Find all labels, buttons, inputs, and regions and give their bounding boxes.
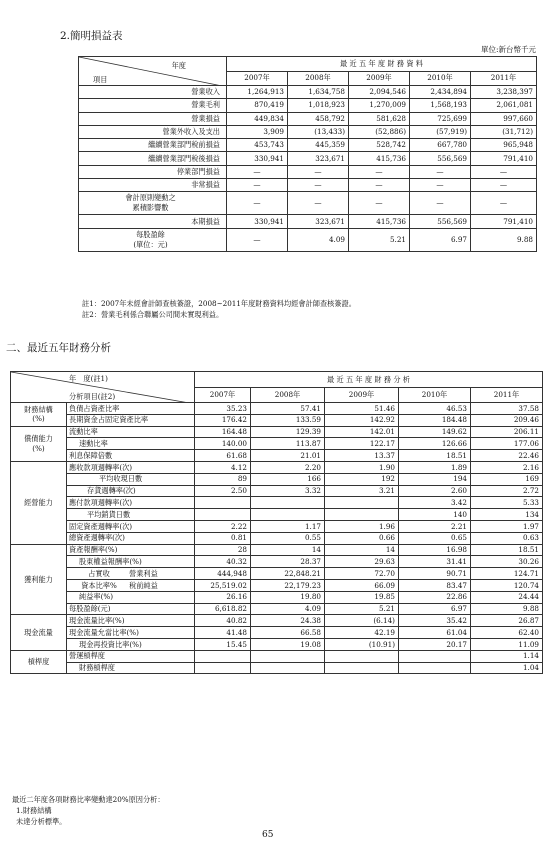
row-label-a: 占實收 [88, 568, 110, 578]
table-cell: 30.26 [471, 556, 543, 568]
financial-analysis-table [10, 371, 543, 674]
table-cell: 176.42 [195, 414, 251, 426]
table-row [79, 215, 537, 228]
category-label [11, 650, 67, 674]
table-cell [251, 509, 325, 521]
table-cell: 415,736 [349, 152, 410, 165]
row-label: 繼續營業部門稅後損益 [79, 152, 227, 165]
row-label [67, 579, 195, 591]
table-cell [251, 650, 325, 662]
row-label: 營運槓桿度 [67, 650, 195, 662]
table-cell: 140.00 [195, 438, 251, 450]
table-cell: 2.60 [399, 485, 471, 497]
row-label: 長期資金占固定資產比率 [67, 414, 195, 426]
table-cell: 83.47 [399, 579, 471, 591]
table-cell: — [410, 192, 471, 215]
table-cell: 26.16 [195, 591, 251, 603]
table-cell: 40.82 [195, 615, 251, 627]
row-label-line1: 每股盈餘 [136, 229, 165, 239]
category-label [11, 615, 67, 650]
table-cell: 6.97 [410, 228, 471, 251]
table-cell: 25,519.02 [195, 579, 251, 591]
table-cell: 29.63 [325, 556, 399, 568]
row-label [79, 228, 227, 251]
table-cell: 4.09 [288, 228, 349, 251]
table-cell: 4.12 [195, 461, 251, 473]
t2-year-header: 年 度(註1) [69, 374, 108, 383]
table-cell: 0.63 [471, 532, 543, 544]
table-cell: 37.58 [471, 403, 543, 415]
t1-year-header: 年度 [171, 61, 186, 70]
table-cell: 124.71 [471, 568, 543, 580]
table-cell: 19.85 [325, 591, 399, 603]
table-cell: 122.17 [325, 438, 399, 450]
year-header: 2011年 [471, 387, 543, 403]
table-cell: 0.81 [195, 532, 251, 544]
table-cell: 453,743 [227, 139, 288, 152]
year-header: 2008年 [251, 387, 325, 403]
row-label-line2: 累積影響數 [132, 203, 169, 213]
row-label: 停業部門損益 [79, 165, 227, 178]
category-label [11, 426, 67, 461]
category-unit: (%) [32, 414, 45, 424]
year-header: 2011年 [471, 71, 537, 86]
table-cell: 19.08 [251, 638, 325, 650]
row-label: 平均收現日數 [67, 473, 195, 485]
income-statement-table [78, 56, 537, 252]
table-row [11, 603, 543, 615]
table-cell: 113.87 [251, 438, 325, 450]
row-label-b: 營業利益 [129, 568, 158, 578]
year-header: 2008年 [288, 71, 349, 86]
table-cell: 166 [251, 473, 325, 485]
table-row [11, 532, 543, 544]
table-cell: — [288, 179, 349, 192]
table-row [79, 125, 537, 138]
table-cell: 2.72 [471, 485, 543, 497]
table-row [79, 86, 537, 99]
table-cell: 142.01 [325, 426, 399, 438]
table-cell: 330,941 [227, 152, 288, 165]
year-header: 2007年 [195, 387, 251, 403]
table-cell [251, 662, 325, 674]
table-row [79, 152, 537, 165]
table-row [11, 650, 543, 662]
table-cell: — [471, 192, 537, 215]
table-cell: 15.45 [195, 638, 251, 650]
section1-title: 2.簡明損益表 [60, 30, 123, 42]
table-cell: 3,909 [227, 125, 288, 138]
table-cell: 2.16 [471, 461, 543, 473]
table-cell: 449,834 [227, 112, 288, 125]
row-label: 營業損益 [79, 112, 227, 125]
table-cell: 5.21 [325, 603, 399, 615]
row-label: 營業外收入及支出 [79, 125, 227, 138]
category-name: 獲利能力 [24, 574, 53, 584]
row-label: 繼續營業部門稅前損益 [79, 139, 227, 152]
table-cell [325, 509, 399, 521]
footer-line-2: 1.財務結構 [16, 806, 52, 815]
table-cell: 19.80 [251, 591, 325, 603]
table-cell: 40.32 [195, 556, 251, 568]
table-cell: 2,434,894 [410, 86, 471, 99]
table-cell [399, 662, 471, 674]
table-row [11, 461, 543, 473]
table-cell: 133.59 [251, 414, 325, 426]
table-cell: 3,238,397 [471, 86, 537, 99]
table-cell: — [471, 165, 537, 178]
table-cell: 1.04 [471, 662, 543, 674]
table-cell: 66.09 [325, 579, 399, 591]
row-label: 平均銷貨日數 [67, 509, 195, 521]
table-cell: 35.42 [399, 615, 471, 627]
table-cell: 57.41 [251, 403, 325, 415]
table-cell: (52,886) [349, 125, 410, 138]
table-cell: 2.50 [195, 485, 251, 497]
table-cell: — [349, 165, 410, 178]
table-cell: 1,264,913 [227, 86, 288, 99]
table-cell: 1,018,923 [288, 99, 349, 112]
table-cell: 14 [251, 544, 325, 556]
table-cell: 62.40 [471, 627, 543, 639]
table-cell: 0.65 [399, 532, 471, 544]
table-cell: 11.09 [471, 638, 543, 650]
table-cell: 1.90 [325, 461, 399, 473]
table-cell: 61.68 [195, 450, 251, 462]
table-cell [325, 497, 399, 509]
table-cell: 13.37 [325, 450, 399, 462]
table-cell: 0.55 [251, 532, 325, 544]
row-label-a: 資本比率% [81, 580, 117, 590]
table-cell: 177.06 [471, 438, 543, 450]
table-cell: 1,634,758 [288, 86, 349, 99]
table-cell: 1.97 [471, 520, 543, 532]
table-cell [195, 497, 251, 509]
row-label: 流動比率 [67, 426, 195, 438]
table-cell: — [227, 165, 288, 178]
table-cell [399, 650, 471, 662]
table-cell: 6,618.82 [195, 603, 251, 615]
row-label: 現金再投資比率(%) [67, 638, 195, 650]
table-cell: 206.11 [471, 426, 543, 438]
table-cell: 194 [399, 473, 471, 485]
table-row [11, 662, 543, 674]
table-cell: 149.62 [399, 426, 471, 438]
category-name: 償債能力 [24, 434, 53, 444]
table-cell: 22.86 [399, 591, 471, 603]
page-number: 65 [262, 830, 274, 840]
category-name: 現金流量 [24, 627, 53, 637]
table-row [11, 615, 543, 627]
table-cell: 965,948 [471, 139, 537, 152]
table-cell: 458,792 [288, 112, 349, 125]
table-cell: (6.14) [325, 615, 399, 627]
table-row [11, 426, 543, 438]
table-cell: 2.21 [399, 520, 471, 532]
row-label: 純益率(%) [67, 591, 195, 603]
table-cell: 1.96 [325, 520, 399, 532]
category-label [11, 403, 67, 427]
footer-line-1: 最近二年度各項財務比率變動達20%原因分析： [12, 795, 165, 804]
row-label: 營業毛利 [79, 99, 227, 112]
table-cell: 323,671 [288, 152, 349, 165]
table-cell: 0.66 [325, 532, 399, 544]
table-cell: 997,660 [471, 112, 537, 125]
table-row [11, 485, 543, 497]
table-row [11, 403, 543, 415]
table-cell: (57,919) [410, 125, 471, 138]
t2-item-header: 分析項目(註2) [69, 392, 116, 401]
table-cell: — [410, 179, 471, 192]
table-cell: 21.01 [251, 450, 325, 462]
table-cell: 725,699 [410, 112, 471, 125]
year-header: 2010年 [399, 387, 471, 403]
table-cell: 870,419 [227, 99, 288, 112]
table-cell: 5.21 [349, 228, 410, 251]
table-cell: 3.32 [251, 485, 325, 497]
table-cell: 22.46 [471, 450, 543, 462]
table-cell: — [227, 192, 288, 215]
year-header: 2007年 [227, 71, 288, 86]
table-cell: 323,671 [288, 215, 349, 228]
table-cell: 4.09 [251, 603, 325, 615]
table-row [79, 228, 537, 251]
table-cell: 1.89 [399, 461, 471, 473]
table-cell: (31,712) [471, 125, 537, 138]
table-cell: 22,179.23 [251, 579, 325, 591]
table-cell: — [288, 165, 349, 178]
row-label: 股東權益報酬率(%) [67, 556, 195, 568]
table-cell: — [349, 179, 410, 192]
table-row [79, 165, 537, 178]
table-cell: 444,948 [195, 568, 251, 580]
table-cell: 89 [195, 473, 251, 485]
t2-group-header: 最 近 五 年 度 財 務 分 析 [195, 372, 543, 388]
category-name: 經營能力 [24, 498, 53, 508]
table-cell [251, 497, 325, 509]
table-cell: 120.74 [471, 579, 543, 591]
unit-label: 單位:新台幣千元 [480, 45, 536, 54]
table-cell: — [471, 179, 537, 192]
t1-group-header: 最 近 五 年 度 財 務 資 料 [227, 57, 537, 72]
table-cell: — [288, 192, 349, 215]
table-row [11, 556, 543, 568]
table-cell: (10.91) [325, 638, 399, 650]
table-cell: 1,270,009 [349, 99, 410, 112]
table-cell: 42.19 [325, 627, 399, 639]
table-cell: 46.53 [399, 403, 471, 415]
row-label: 財務槓桿度 [67, 662, 195, 674]
table-row [11, 544, 543, 556]
row-label: 固定資產週轉率(次) [67, 520, 195, 532]
category-unit: (%) [32, 443, 45, 453]
table-cell: 72.70 [325, 568, 399, 580]
year-header: 2009年 [349, 71, 410, 86]
table-cell: 24.38 [251, 615, 325, 627]
table-cell: 330,941 [227, 215, 288, 228]
table-cell: 2,094,546 [349, 86, 410, 99]
row-label: 速動比率 [67, 438, 195, 450]
table-cell: 1.17 [251, 520, 325, 532]
table-cell: 140 [399, 509, 471, 521]
table-row [79, 99, 537, 112]
row-label-b: 稅前純益 [129, 580, 158, 590]
table-cell: 31.41 [399, 556, 471, 568]
table-cell: 6.97 [399, 603, 471, 615]
table-row [11, 627, 543, 639]
table-cell: 556,569 [410, 152, 471, 165]
table-cell: 66.58 [251, 627, 325, 639]
row-label-line1: 會計原則變動之 [125, 193, 176, 203]
row-label: 利息保障倍數 [67, 450, 195, 462]
table-row [11, 520, 543, 532]
table-row [11, 568, 543, 580]
table-row [11, 450, 543, 462]
row-label: 應收款項週轉率(次) [67, 461, 195, 473]
row-label: 存貨週轉率(次) [67, 485, 195, 497]
row-label: 現金流量允當比率(%) [67, 627, 195, 639]
row-label: 本期損益 [79, 215, 227, 228]
table-cell: 3.42 [399, 497, 471, 509]
table-row [79, 139, 537, 152]
table-cell: 791,410 [471, 152, 537, 165]
table-cell: 5.33 [471, 497, 543, 509]
table-cell: 61.04 [399, 627, 471, 639]
table-cell [325, 662, 399, 674]
table-cell: — [227, 179, 288, 192]
table-cell: 2.22 [195, 520, 251, 532]
table-cell: 9.88 [471, 603, 543, 615]
category-label [11, 461, 67, 544]
table-cell: 28 [195, 544, 251, 556]
t1-corner-header [79, 57, 227, 86]
row-label [79, 192, 227, 215]
table-cell: 142.92 [325, 414, 399, 426]
table-row [11, 591, 543, 603]
table-cell: 556,569 [410, 215, 471, 228]
table-cell: 134 [471, 509, 543, 521]
table-row [11, 473, 543, 485]
note-2: 註2：營業毛利係合聯屬公司間未實現利益。 [82, 310, 224, 319]
table-cell: 18.51 [471, 544, 543, 556]
table-cell: — [410, 165, 471, 178]
table-cell: 445,359 [288, 139, 349, 152]
row-label: 現金流量比率(%) [67, 615, 195, 627]
footer-line-3: 未達分析標準。 [16, 817, 67, 826]
table-cell: 22,848.21 [251, 568, 325, 580]
table-cell: 24.44 [471, 591, 543, 603]
year-header: 2010年 [410, 71, 471, 86]
table-row [11, 509, 543, 521]
table-cell [325, 650, 399, 662]
row-label: 負債占資產比率 [67, 403, 195, 415]
table-cell: 184.48 [399, 414, 471, 426]
section2-title: 二、最近五年財務分析 [6, 342, 111, 354]
table-cell: 14 [325, 544, 399, 556]
table-cell: 28.37 [251, 556, 325, 568]
table-cell: 1,568,193 [410, 99, 471, 112]
table-cell: 126.66 [399, 438, 471, 450]
row-label: 每股盈餘(元) [67, 603, 195, 615]
year-header: 2009年 [325, 387, 399, 403]
row-label-line2: (單位：元) [133, 239, 168, 249]
analysis-footer [12, 794, 165, 827]
table-row [79, 112, 537, 125]
table-cell: 51.46 [325, 403, 399, 415]
table-cell: 667,780 [410, 139, 471, 152]
table-cell: 2,061,081 [471, 99, 537, 112]
table-cell: (13,433) [288, 125, 349, 138]
table-cell [195, 509, 251, 521]
table-row [79, 192, 537, 215]
t2-corner-header [11, 372, 195, 403]
table-cell: 791,410 [471, 215, 537, 228]
table-cell: 169 [471, 473, 543, 485]
table-cell: 9.88 [471, 228, 537, 251]
table-row [11, 638, 543, 650]
table-row [79, 179, 537, 192]
table-cell: — [227, 228, 288, 251]
table-cell: 415,736 [349, 215, 410, 228]
category-name: 槓桿度 [27, 657, 50, 667]
table-cell [195, 662, 251, 674]
table-cell: 528,742 [349, 139, 410, 152]
table-cell: 26.87 [471, 615, 543, 627]
row-label: 資產報酬率(%) [67, 544, 195, 556]
table-cell [195, 650, 251, 662]
row-label: 應付款項週轉率(次) [67, 497, 195, 509]
table-cell: 35.23 [195, 403, 251, 415]
row-label: 非常損益 [79, 179, 227, 192]
table-cell: 41.48 [195, 627, 251, 639]
category-label [11, 544, 67, 615]
table-cell: — [349, 192, 410, 215]
category-name: 財務結構 [24, 404, 53, 414]
note-1: 註1：2007年未經會計師查核簽證，2008~2011年度財務資料均經會計師查核簽證。 [82, 299, 356, 308]
table-cell: 164.48 [195, 426, 251, 438]
section1-notes [82, 298, 356, 320]
table-cell: 1.14 [471, 650, 543, 662]
table-row [11, 438, 543, 450]
table-cell: 129.39 [251, 426, 325, 438]
t1-item-header: 項目 [93, 75, 108, 84]
table-cell: 90.71 [399, 568, 471, 580]
table-cell: 581,628 [349, 112, 410, 125]
row-label [67, 568, 195, 580]
table-cell: 2.20 [251, 461, 325, 473]
table-row [11, 414, 543, 426]
table-row [11, 497, 543, 509]
table-cell: 3.21 [325, 485, 399, 497]
table-cell: 18.51 [399, 450, 471, 462]
table-cell: 192 [325, 473, 399, 485]
row-label: 總資產週轉率(次) [67, 532, 195, 544]
table-cell: 20.17 [399, 638, 471, 650]
table-cell: 16.98 [399, 544, 471, 556]
row-label: 營業收入 [79, 86, 227, 99]
table-cell: 209.46 [471, 414, 543, 426]
table-row [11, 579, 543, 591]
